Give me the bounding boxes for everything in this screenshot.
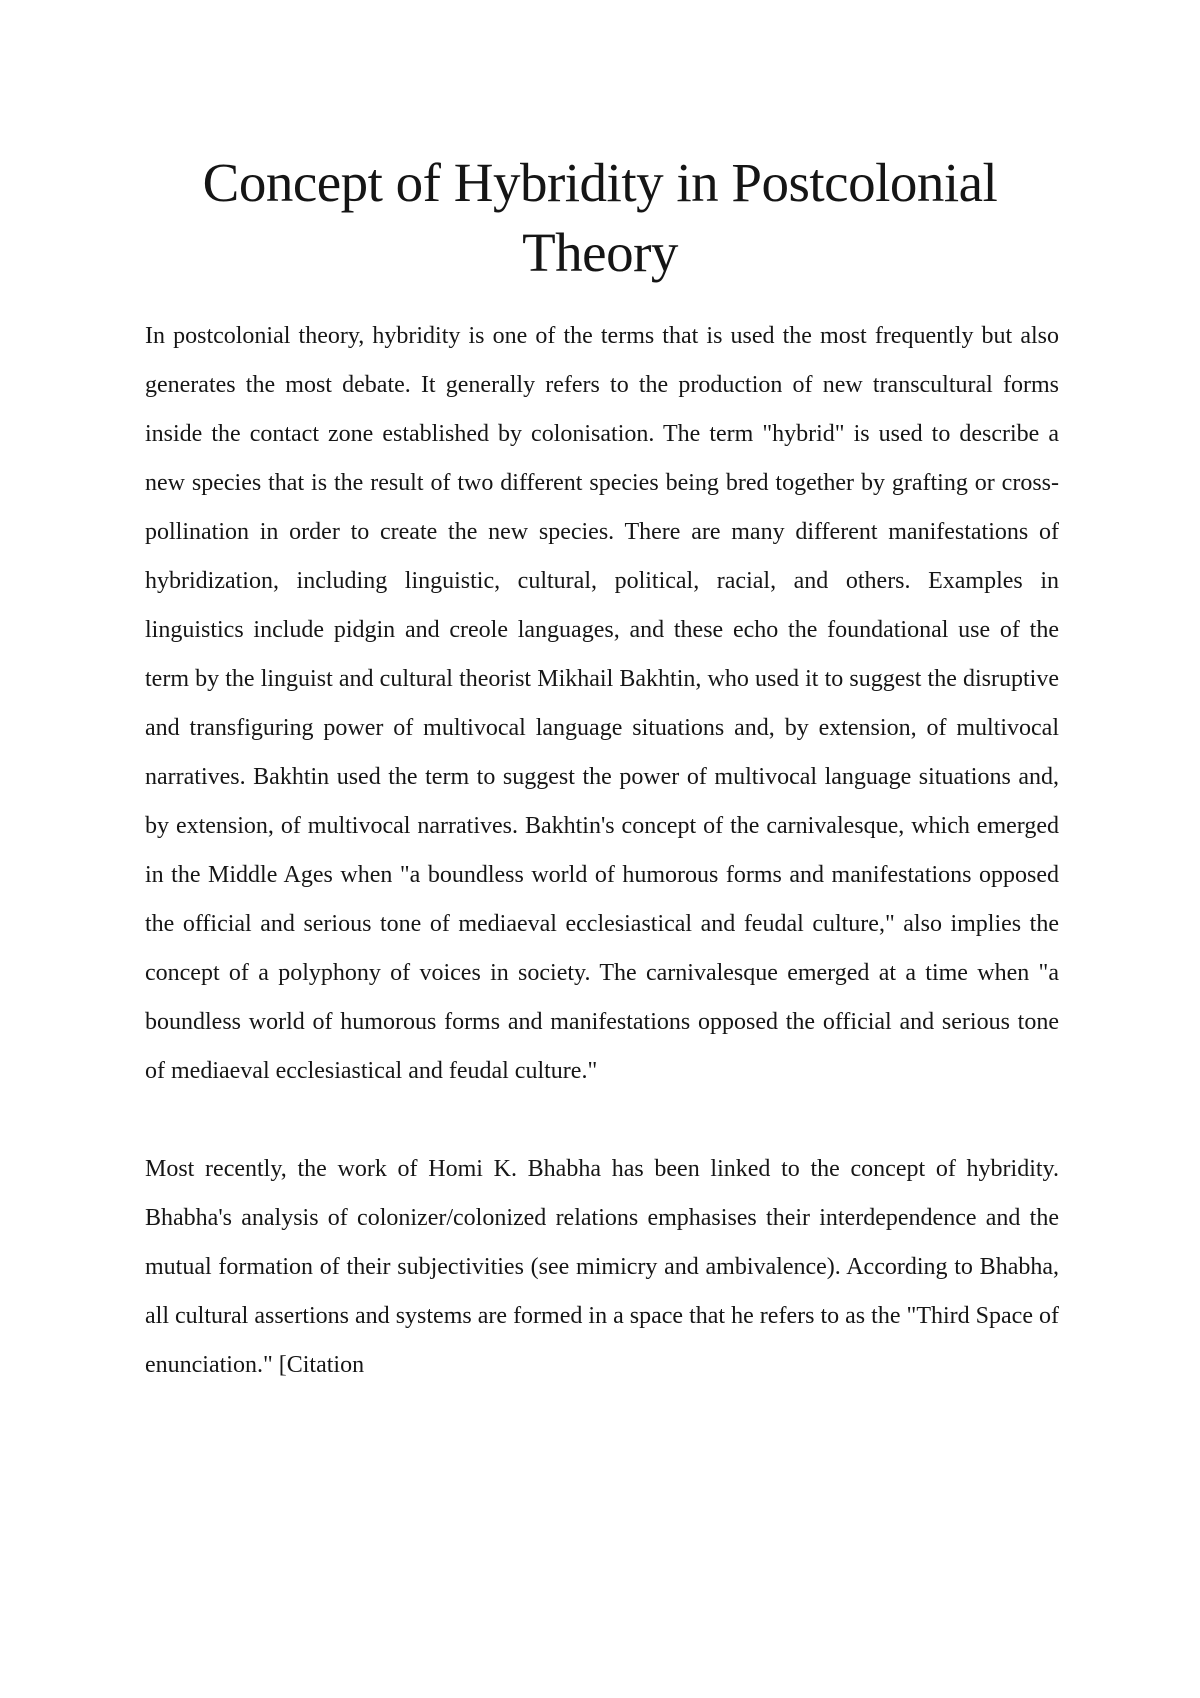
- document-body: [145, 312, 1059, 1390]
- paragraph-bhabha: Most recently, the work of Homi K. Bhabha has been linked to the concept of hybridity. Bhabha's analysis of colonizer/colonized relations emphasises their interdependence and the mutual formation of their subjectivities (see mimicry and ambivalence). According to Bhabha, all cultural assertions and systems are formed in a space that he refers to as the "Third Space of enunciation." [Citation: [145, 1156, 1059, 1378]
- paragraph-hybridity-definition: In postcolonial theory, hybridity is one of the terms that is used the most frequently but also generates the most debate. It generally refers to the production of new transcultural forms inside the contact zone established by colonisation. The term "hybrid" is used to describe a new species that is the result of two different species being bred together by grafting or cross-pollination in order to create the new species. There are many different manifestations of hybridization, including linguistic, cultural, political, racial, and others. Examples in linguistics include pidgin and creole languages, and these echo the foundational use of the term by the linguist and cultural theorist Mikhail Bakhtin, who used it to suggest the disruptive and transfiguring power of multivocal language situations and, by extension, of multivocal narratives. Bakhtin used the term to suggest the power of multivocal language situations and, by extension, of multivocal narratives. Bakhtin's concept of the carnivalesque, which emerged in the Middle Ages when "a boundless world of humorous forms and manifestations opposed the official and serious tone of mediaeval ecclesiastical and feudal culture," also implies the concept of a polyphony of voices in society. The carnivalesque emerged at a time when "a boundless world of humorous forms and manifestations opposed the official and serious tone of mediaeval ecclesiastical and feudal culture.": [145, 323, 1059, 1084]
- document-title: Concept of Hybridity in Postcolonial Theory: [202, 152, 998, 283]
